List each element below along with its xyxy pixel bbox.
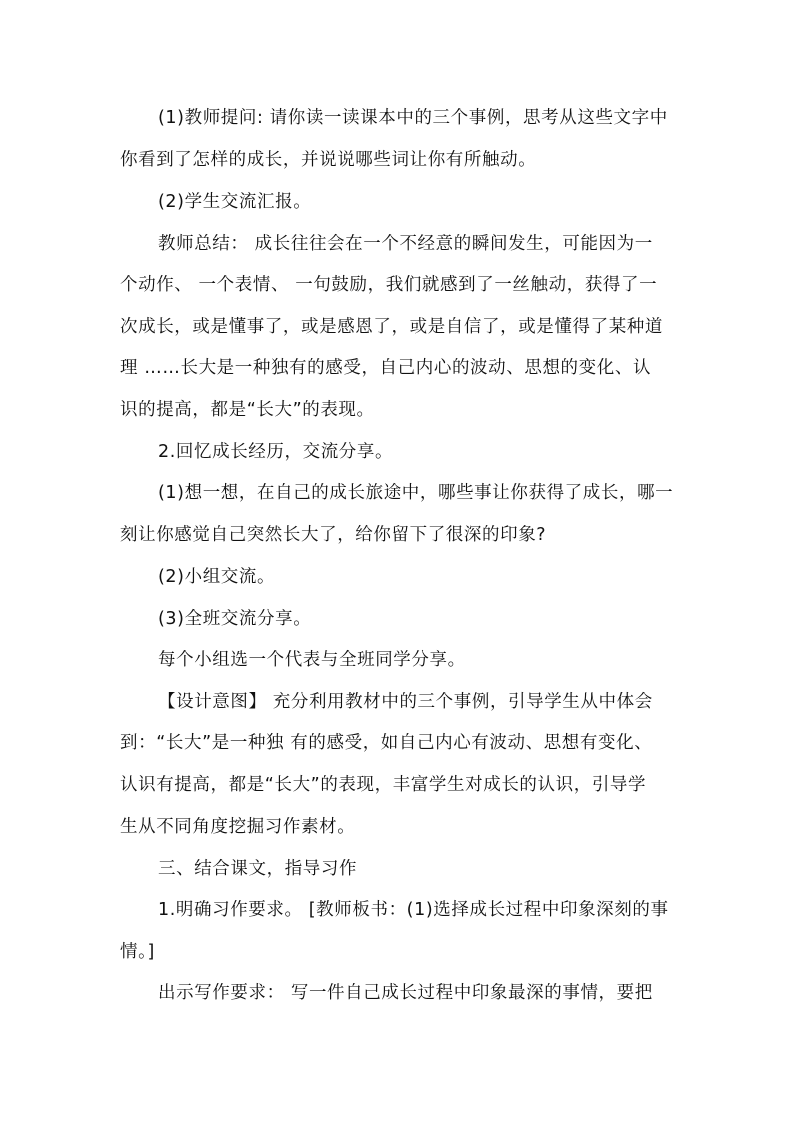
text-line: 每个小组选一个代表与全班同学分享。 bbox=[158, 650, 466, 670]
text-line: 出示写作要求： 写一件自己成长过程中印象最深的事情，要把 bbox=[158, 983, 653, 1003]
text-line: 2.回忆成长经历，交流分享。 bbox=[158, 442, 394, 462]
section-heading: 三、结合课文，指导习作 bbox=[158, 859, 358, 879]
text-line: 到：“长大”是一种独 有的感受，如自己内心有波动、思想有变化、 bbox=[120, 733, 653, 753]
text-line: 理 ……长大是一种独有的感受，自己内心的波动、思想的变化、认 bbox=[120, 358, 652, 378]
text-line: 【设计意图】 充分利用教材中的三个事例，引导学生从中体会 bbox=[158, 692, 653, 712]
text-line: 识的提高，都是“长大”的表现。 bbox=[120, 400, 375, 420]
text-line: 1.明确习作要求。 [教师板书：(1)选择成长过程中印象深刻的事 bbox=[158, 900, 669, 920]
text-line: (3)全班交流分享。 bbox=[158, 609, 312, 629]
text-line: 情。] bbox=[120, 942, 155, 962]
text-line: (2)学生交流汇报。 bbox=[158, 192, 312, 212]
text-line: 认识有提高，都是“长大”的表现，丰富学生对成长的认识，引导学 bbox=[120, 775, 647, 795]
text-line: 刻让你感觉自己突然长大了，给你留下了很深的印象? bbox=[120, 525, 547, 545]
text-line: 教师总结： 成长往往会在一个不经意的瞬间发生，可能因为一 bbox=[158, 234, 653, 254]
text-line: 你看到了怎样的成长，并说说哪些词让你有所触动。 bbox=[120, 150, 537, 170]
text-line: 次成长，或是懂事了，或是感恩了，或是自信了，或是懂得了某种道 bbox=[120, 317, 663, 337]
text-line: (1)教师提问: 请你读一读课本中的三个事例，思考从这些文字中 bbox=[158, 108, 668, 128]
text-line: (1)想一想，在自己的成长旅途中，哪些事让你获得了成长，哪一 bbox=[158, 483, 674, 503]
text-line: (2)小组交流。 bbox=[158, 567, 276, 587]
text-line: 个动作、 一个表情、 一句鼓励，我们就感到了一丝触动，获得了一 bbox=[120, 275, 658, 295]
text-line: 生从不同角度挖掘习作素材。 bbox=[120, 817, 356, 837]
